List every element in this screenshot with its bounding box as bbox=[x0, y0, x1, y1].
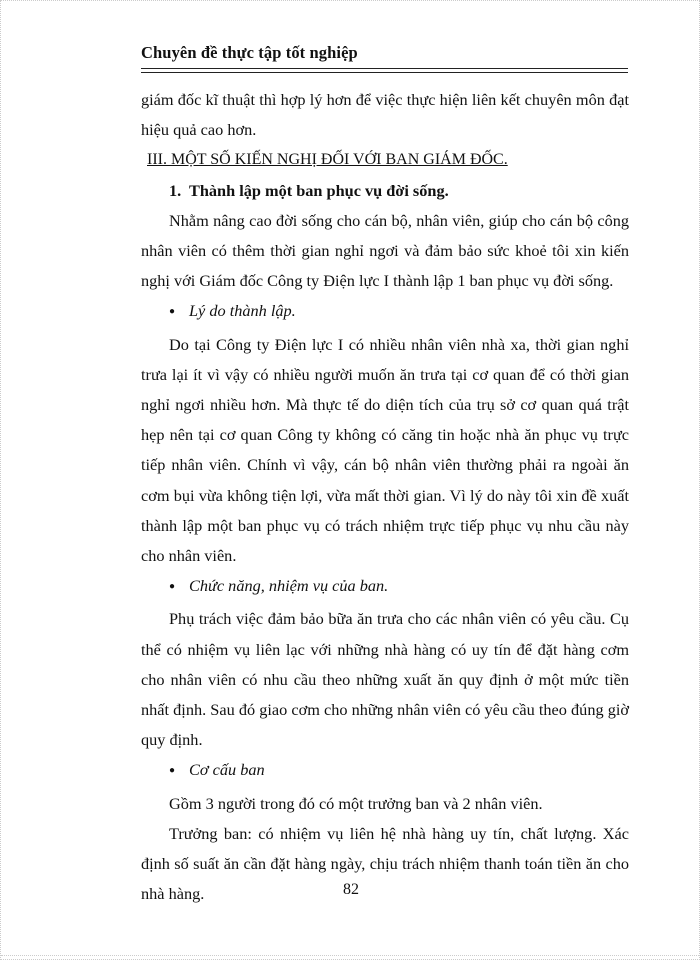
bullet-reason bbox=[141, 296, 629, 329]
paragraph-reason: Do tại Công ty Điện lực I có nhiều nhân viên nhà xa, thời gian nghỉ trưa lại ít vì vậy có nhiều người muốn ăn trưa tại cơ quan để có thời gian nghỉ ngơi nhiều hơn. Mà thực tế do diện tích của trụ sở cơ quan quá trật hẹp nên tại cơ quan Công ty không có căng tin hoặc nhà ăn phục vụ trực tiếp nhân viên. Chính vì vậy, cán bộ nhân viên thường phải ra ngoài ăn cơm bụi vừa không tiện lợi, vừa mất thời gian. Vì lý do này tôi xin đề xuất thành lập một ban phục vụ có trách nhiệm trực tiếp phục vụ nhu cầu này cho nhân viên. bbox=[141, 334, 629, 566]
paragraph-head: Trưởng ban: có nhiệm vụ liên hệ nhà hàng uy tín, chất lượng. Xác định số suất ăn cần đặt hàng ngày, chịu trách nhiệm thanh toán tiền ăn cho nhà hàng. bbox=[141, 823, 629, 904]
bullet-function bbox=[141, 571, 629, 604]
sub-heading-number: 1. bbox=[169, 180, 182, 200]
header-title: Chuyên đề thực tập tốt nghiệp bbox=[141, 43, 358, 62]
paragraph-intro: giám đốc kĩ thuật thì hợp lý hơn để việc thực hiện liên kết chuyên môn đạt hiệu quả cao hơn. bbox=[141, 90, 629, 140]
bullet-dot-icon: ● bbox=[169, 581, 176, 593]
header-rule-thin bbox=[141, 72, 628, 73]
bullet-structure-text: Cơ cấu ban bbox=[189, 760, 265, 780]
paragraph-structure: Gồm 3 người trong đó có một trưởng ban và 2 nhân viên. bbox=[169, 793, 543, 813]
page-number: 82 bbox=[343, 881, 359, 898]
bullet-dot-icon: ● bbox=[169, 306, 176, 318]
sub-heading-text: Thành lập một ban phục vụ đời sống. bbox=[189, 180, 449, 200]
header-rule-thick bbox=[141, 68, 628, 69]
page-bottom-edge bbox=[1, 955, 700, 956]
paragraph-purpose: Nhằm nâng cao đời sống cho cán bộ, nhân viên, giúp cho cán bộ công nhân viên có thêm thời gian nghỉ ngơi và đảm bảo sức khoẻ tôi xin kiến nghị với Giám đốc Công ty Điện lực I thành lập 1 ban phục vụ đời sống. bbox=[141, 210, 629, 291]
bullet-structure bbox=[141, 755, 629, 788]
bullet-dot-icon: ● bbox=[169, 765, 176, 777]
bullet-reason-text: Lý do thành lập. bbox=[189, 301, 296, 321]
sub-heading bbox=[141, 176, 629, 206]
section-heading: III. MỘT SỐ KIẾN NGHỊ ĐỐI VỚI BAN GIÁM ĐỐC. bbox=[147, 151, 508, 169]
paragraph-function: Phụ trách việc đảm bảo bữa ăn trưa cho các nhân viên có yêu cầu. Cụ thể có nhiệm vụ liên lạc với những nhà hàng có uy tín để đặt hàng cơm cho nhân viên có nhu cầu theo những xuất ăn quy định ở một mức tiền nhất định. Sau đó giao cơm cho những nhân viên có yêu cầu theo đúng giờ quy định. bbox=[141, 609, 629, 750]
bullet-function-text: Chức năng, nhiệm vụ của ban. bbox=[189, 576, 389, 596]
document-body bbox=[141, 85, 629, 909]
